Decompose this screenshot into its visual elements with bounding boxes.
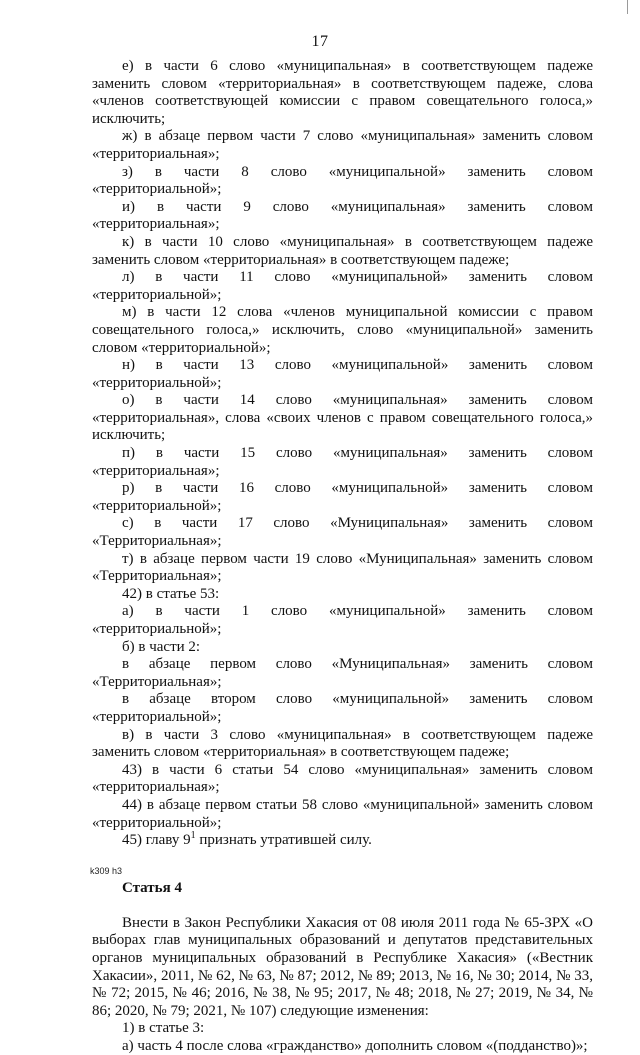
amendment-item: ж) в абзаце первом части 7 слово «муниципальная» заменить словом «территориальная»;	[92, 128, 593, 162]
article-intro-paragraph: Внести в Закон Республики Хакасия от 08 июля 2011 года № 65-ЗРХ «О выборах глав муниципальных образований и депутатов представительных органов муниципальных образований в Республике Хакасия» («Вестник Хакасии», 2011, № 62, № 63, № 87; 2012, № 89; 2013, № 16, № 30; 2014, № 33, № 72; 2015, № 46; 2016, № 38, № 95; 2017, № 48; 2018, № 27; 2019, № 34, № 86; 2020, № 79; 2021, № 107) следующие изменения:	[92, 914, 593, 1019]
amendment-item: п) в части 15 слово «муниципальная» заменить словом «территориальная»;	[92, 445, 593, 479]
item-45-text-end: признать утратившей силу.	[195, 832, 372, 849]
scan-edge-mark	[627, 0, 628, 14]
page-number: 17	[311, 33, 329, 50]
article-subitem-1: 1) в статье 3:	[122, 1020, 205, 1037]
document-body	[92, 58, 593, 1055]
amendment-item: и) в части 9 слово «муниципальная» заменить словом «территориальная»;	[92, 198, 593, 233]
article-subitem-1a: а) часть 4 после слова «гражданство» дополнить словом «(подданство)»;	[122, 1037, 588, 1054]
amendment-item: в) в части 3 слово «муниципальная» в соответствующем падеже заменить словом «территориальная» в соответствующем падеже;	[92, 726, 593, 761]
amendment-item: к) в части 10 слово «муниципальная» в соответствующем падеже заменить словом «территориальная» в соответствующем падеже;	[92, 233, 593, 268]
amendment-list	[92, 58, 593, 832]
amendment-item: л) в части 11 слово «муниципальной» заменить словом «территориальной»;	[92, 269, 593, 303]
amendment-item: б) в части 2:	[122, 638, 201, 655]
amendment-item: 44) в абзаце первом статьи 58 слово «муниципальной» заменить словом «территориальной»;	[92, 796, 593, 831]
amendment-item: 43) в части 6 статьи 54 слово «муниципальная» заменить словом «территориальная»;	[92, 761, 593, 796]
item-45-text: 45) главу 9	[122, 832, 191, 849]
amendment-item: м) в части 12 слова «членов муниципальной комиссии с правом совещательного голоса,» исключить, слово «муниципальной» заменить словом «территориальной»;	[92, 304, 593, 356]
amendment-item: а) в части 1 слово «муниципальной» заменить словом «территориальной»;	[92, 603, 593, 637]
amendment-item-45	[92, 832, 593, 850]
amendment-item: о) в части 14 слово «муниципальная» заменить словом «территориальная», слова «своих членов с правом совещательного голоса,» исключить;	[92, 392, 593, 444]
amendment-item: з) в части 8 слово «муниципальной» заменить словом «территориальной»;	[92, 163, 593, 198]
amendment-item: в абзаце первом слово «Муниципальная» заменить словом «Территориальная»;	[92, 656, 593, 690]
item-45-superscript: 1	[190, 830, 196, 842]
amendment-item: е) в части 6 слово «муниципальная» в соответствующем падеже заменить словом «территориальная» в соответствующем падеже, слова «членов соответствующей комиссии с правом совещательного голоса,» исключить;	[92, 58, 593, 127]
amendment-item: в абзаце втором слово «муниципальной» заменить словом «территориальной»;	[92, 691, 593, 725]
amendment-item: т) в абзаце первом части 19 слово «Муниципальная» заменить словом «Территориальная»;	[92, 550, 593, 585]
article-heading: Статья 4	[122, 879, 182, 896]
amendment-item: р) в части 16 слово «муниципальной» заменить словом «территориальной»;	[92, 480, 593, 514]
footer-document-code: k309 h3	[90, 866, 123, 876]
amendment-item: с) в части 17 слово «Муниципальная» заменить словом «Территориальная»;	[92, 515, 593, 550]
amendment-item: н) в части 13 слово «муниципальной» заменить словом «территориальной»;	[92, 357, 593, 391]
amendment-item: 42) в статье 53:	[122, 585, 220, 602]
